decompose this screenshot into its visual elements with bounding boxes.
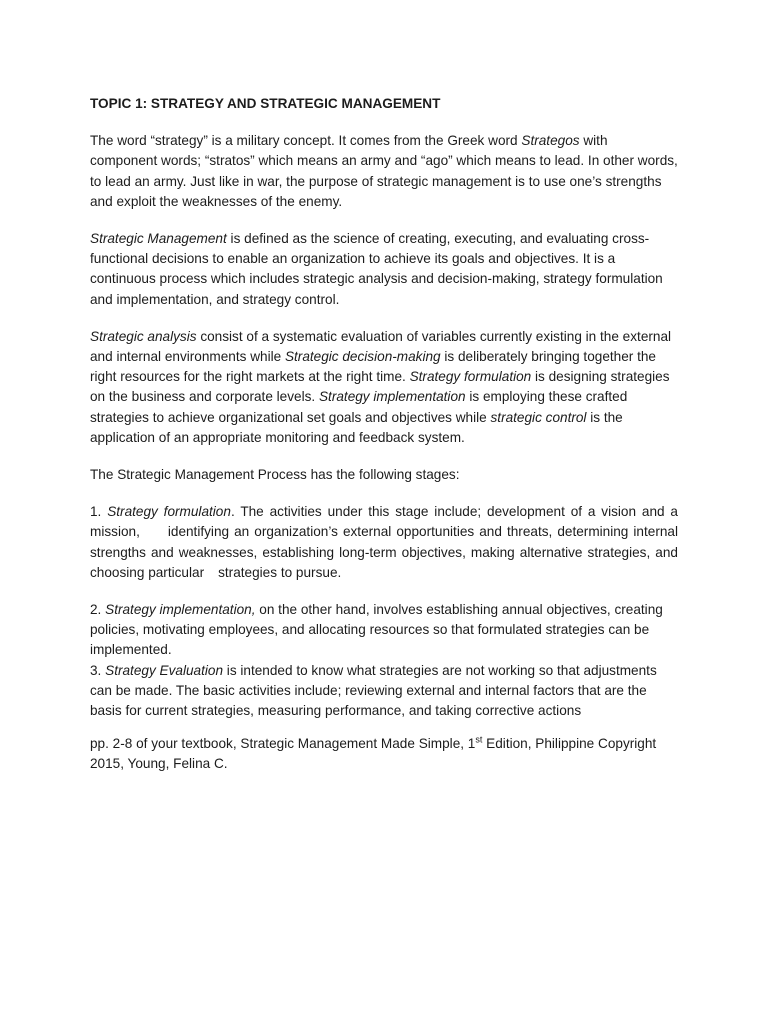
text: is deliberately bringing together the right resources for the right markets at the right time.	[90, 349, 656, 385]
stage-number: 3.	[90, 662, 106, 678]
paragraph-strategic-analysis	[90, 327, 678, 448]
term-strategic-decision-making: Strategic decision-making	[284, 349, 441, 365]
document-body	[90, 94, 678, 775]
text: identifying an organization’s external opportunities and threats, determining internal strengths and weaknesses, establishing long-term objectives, making alternative strategies, and choosing particular	[90, 524, 678, 580]
term-strategy-implementation: Strategy implementation,	[105, 602, 256, 618]
paragraph-strategy-definition	[90, 131, 678, 212]
stage-1-formulation	[90, 502, 678, 583]
text: is intended to know what strategies are not working so that adjustments can be made. The basic activities include; reviewing external and internal factors that are the basis for current strategies, measuring performance, and taking corrective actions	[90, 662, 657, 719]
term-strategic-control: strategic control	[490, 409, 587, 425]
text: on the other hand, involves establishing annual objectives, creating policies, motivating employees, and allocating resources so that formulated strategies can be implemented.	[90, 602, 663, 658]
text: is the application of an appropriate monitoring and feedback system.	[90, 409, 623, 445]
stage-number: 2.	[90, 602, 106, 618]
term-strategos: Strategos	[521, 133, 580, 149]
superscript: st	[475, 734, 483, 745]
text: Edition, Philippine Copyright 2015, Young, Felina C.	[90, 736, 657, 772]
term-strategic-management: Strategic Management	[90, 231, 227, 247]
text: is employing these crafted strategies to achieve organizational set goals and objectives while	[90, 389, 628, 425]
text: pp. 2-8 of your textbook,	[90, 736, 241, 752]
term-strategic-analysis: Strategic analysis	[90, 328, 197, 344]
stage-2-implementation	[90, 600, 678, 661]
text: consist of a systematic evaluation of variables currently existing in the external and internal environments while	[90, 328, 672, 365]
term-strategy-formulation: Strategy formulation	[107, 504, 231, 520]
topic-title: TOPIC 1: STRATEGY AND STRATEGIC MANAGEMENT	[90, 96, 441, 111]
paragraph-strategic-management	[90, 229, 678, 310]
text: strategies to pursue.	[218, 564, 342, 580]
book-title: Strategic Management Made Simple, 1	[240, 736, 476, 752]
paragraph-process-intro: The Strategic Management Process has the following stages:	[90, 467, 460, 483]
stage-3-evaluation	[90, 661, 678, 722]
text: is defined as the science of creating, executing, and evaluating cross-functional decisions to enable an organization to achieve its goals and objectives. It is a continuous process which includes strategic analysis and decision-making, strategy formulation and implementation, and strategy control.	[90, 231, 663, 307]
text: with component words; “stratos” which means an army and “ago” which means to lead. In other words, to lead an army. Just like in war, the purpose of strategic management is to use one’s strengths and exploit the weaknesses of the enemy.	[90, 133, 678, 209]
text: The word “strategy” is a military concept. It comes from the Greek word	[90, 133, 522, 149]
term-strategy-formulation: Strategy formulation	[409, 369, 532, 385]
text: is designing strategies on the business and corporate levels.	[90, 369, 670, 405]
stage-number: 1.	[90, 504, 108, 520]
term-strategy-evaluation: Strategy Evaluation	[105, 662, 224, 678]
textbook-reference	[90, 734, 678, 774]
term-strategy-implementation: Strategy implementation	[318, 389, 466, 405]
text: . The activities under this stage include; development of a vision and a mission,	[90, 504, 678, 540]
